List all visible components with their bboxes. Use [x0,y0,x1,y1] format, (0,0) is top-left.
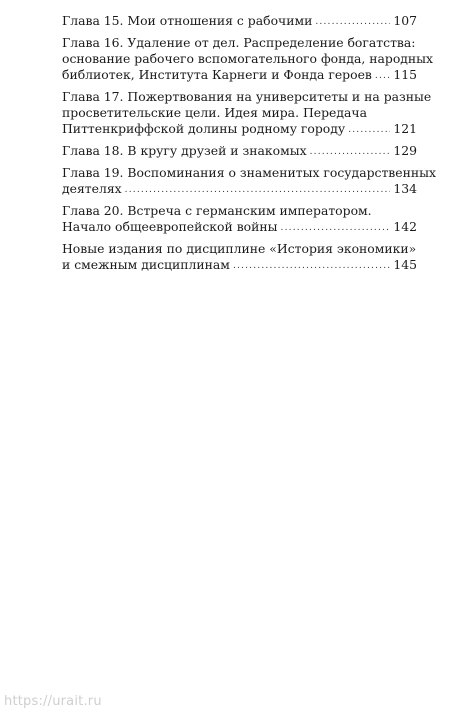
toc-page-number: 142 [393,219,417,234]
toc-page-number: 129 [393,143,417,158]
toc-entry-line [62,257,417,273]
toc-entry-line [62,13,417,29]
toc-entry-line [62,121,417,137]
toc-page-number: 121 [393,121,417,136]
toc-entry-title: деятелях [62,181,122,196]
toc-leader-dots [125,183,391,197]
toc-page-number: 145 [393,257,417,272]
table-of-contents [62,13,436,279]
toc-entry-chapter-20[interactable] [62,203,417,235]
toc-entry-line [62,181,417,197]
toc-entry-title-line: Глава 19. Воспоминания о знаменитых государственных [62,165,436,180]
toc-leader-dots [281,221,391,235]
toc-entry-title-line: просветительские цели. Идея мира. Передача [62,105,367,120]
toc-page-number: 107 [393,13,417,28]
footer-url[interactable]: https://urait.ru [4,694,102,709]
toc-entry-title: Глава 18. В кругу друзей и знакомых [62,143,307,158]
toc-leader-dots [375,69,390,83]
toc-entry-line [62,219,417,235]
toc-entry-title: библиотек, Института Карнеги и Фонда героев [62,67,372,82]
toc-entry-title: Глава 15. Мои отношения с рабочими [62,13,313,28]
toc-entry-title: и смежным дисциплинам [62,257,230,272]
toc-page-number: 115 [393,67,417,82]
toc-leader-dots [310,145,391,159]
toc-entry-title-line: Глава 16. Удаление от дел. Распределение богатства: [62,35,416,50]
toc-leader-dots [348,123,390,137]
toc-entry-title-line: Новые издания по дисциплине «История экономики» [62,241,417,256]
toc-entry-new-editions[interactable] [62,241,417,273]
toc-entry-chapter-19[interactable] [62,165,436,197]
toc-entry-title-line: Глава 20. Встреча с германским императором. [62,203,372,218]
toc-leader-dots [233,259,390,273]
toc-entry-chapter-15[interactable] [62,13,417,29]
toc-entry-line [62,67,417,83]
toc-entry-line [62,143,417,159]
toc-entry-chapter-18[interactable] [62,143,417,159]
toc-entry-title-line: основание рабочего вспомогательного фонда, народных [62,51,434,66]
toc-entry-title: Питтенкриффской долины родному городу [62,121,346,136]
toc-entry-chapter-16[interactable] [62,35,434,83]
toc-entry-title: Начало общеевропейской войны [62,219,278,234]
toc-leader-dots [315,15,390,29]
toc-page-number: 134 [393,181,417,196]
toc-entry-chapter-17[interactable] [62,89,432,137]
toc-entry-title-line: Глава 17. Пожертвования на университеты и на разные [62,89,432,104]
